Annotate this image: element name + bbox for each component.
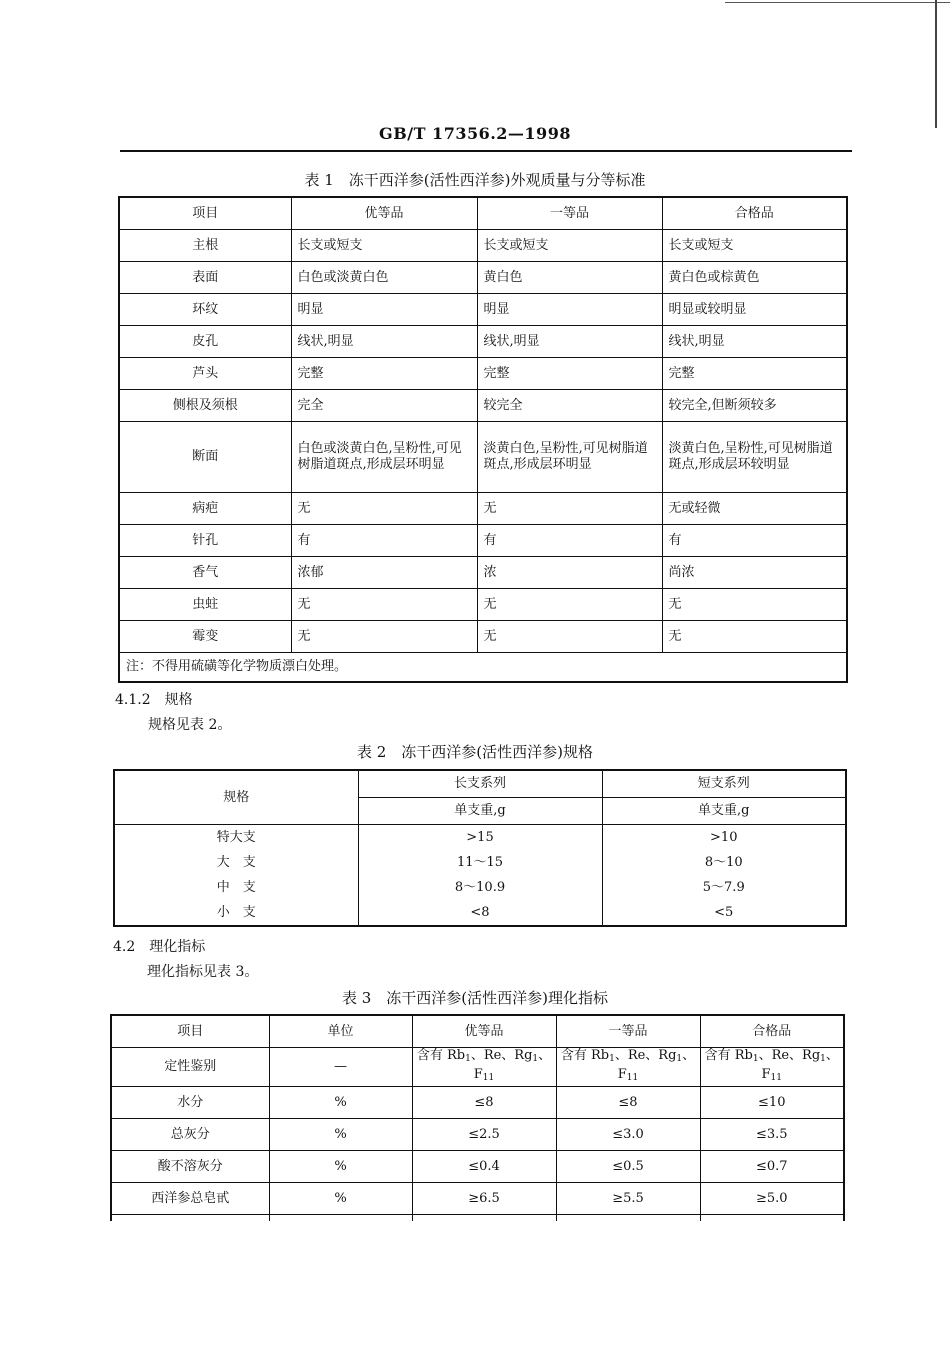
table1 [118, 196, 848, 683]
table1-cell: 浓 [477, 557, 662, 589]
ginsenoside-list: $Rb_1$、Re、$Rg_1$、$F_{11}$ [590, 1048, 696, 1083]
table2-cell: 8～10.9 [358, 875, 602, 900]
table3-header-row [111, 1015, 844, 1048]
table2-cell: <5 [602, 900, 846, 926]
table1-cell: 无 [291, 621, 477, 653]
table1-cell: 线状,明显 [291, 326, 477, 358]
table1-cell: 无 [291, 493, 477, 525]
table1-item: 霉变 [119, 621, 291, 653]
table-row [119, 525, 847, 557]
table1-cell: 完整 [477, 358, 662, 390]
table3-caption: 表 3 冻干西洋参(活性西洋参)理化指标 [341, 989, 609, 1007]
table2-cell: 11～15 [358, 850, 602, 875]
table1-cell: 线状,明显 [477, 326, 662, 358]
table1-cell: 白色或淡黄白色,呈粉性,可见树脂道斑点,形成层环明显 [291, 422, 477, 493]
ginsenoside-list: $Rb_1$、Re、$Rg_1$、$F_{11}$ [446, 1048, 552, 1083]
table-row [114, 875, 846, 900]
table3-header-cell: 一等品 [556, 1015, 700, 1048]
table3-cell: ≥6.5 [412, 1183, 556, 1215]
table-row [114, 825, 846, 851]
table2-unit-header: 单支重,g [358, 798, 602, 825]
table3-cell: ≤8 [556, 1087, 700, 1119]
table1-caption: 表 1 冻干西洋参(活性西洋参)外观质量与分等标准 [304, 171, 646, 189]
table3-cut-cell [556, 1215, 700, 1222]
table1-cell: 无 [477, 589, 662, 621]
table1-header-row [119, 197, 847, 230]
table-row [119, 422, 847, 493]
table1-cell: 尚浓 [662, 557, 847, 589]
table2-spec-header: 规格 [114, 770, 358, 825]
table1-cell: 无 [662, 621, 847, 653]
table1-cell: 淡黄白色,呈粉性,可见树脂道斑点,形成层环明显 [477, 422, 662, 493]
table3-header-cell: 项目 [111, 1015, 269, 1048]
table-row [111, 1183, 844, 1215]
table3-item: 水分 [111, 1087, 269, 1119]
table3-unit: — [269, 1048, 412, 1087]
table3-unit: % [269, 1183, 412, 1215]
qualitative-prefix: 含有 [560, 1048, 591, 1063]
table1-cell: 无或轻微 [662, 493, 847, 525]
table3-qualitative-cell [556, 1048, 700, 1087]
table3-unit: % [269, 1119, 412, 1151]
table3-item: 西洋参总皂甙 [111, 1183, 269, 1215]
table-row [119, 326, 847, 358]
table2-caption: 表 2 冻干西洋参(活性西洋参)规格 [356, 743, 594, 761]
table1-cell: 线状,明显 [662, 326, 847, 358]
table-row [119, 262, 847, 294]
table1-cell: 有 [477, 525, 662, 557]
table1-item: 芦头 [119, 358, 291, 390]
table1-note: 注：不得用硫磺等化学物质漂白处理。 [119, 653, 847, 683]
table3-header-cell: 单位 [269, 1015, 412, 1048]
table1-note-row [119, 653, 847, 683]
section-4-2-body: 理化指标见表 3。 [147, 964, 259, 980]
table1-cell: 明显或较明显 [662, 294, 847, 326]
table3-cell: ≤8 [412, 1087, 556, 1119]
table3-cell: ≤0.5 [556, 1151, 700, 1183]
table2-cell: >10 [602, 825, 846, 851]
table1-item: 虫蛀 [119, 589, 291, 621]
table1-cell: 黄白色或棕黄色 [662, 262, 847, 294]
table3-cell: ≤0.4 [412, 1151, 556, 1183]
table3-cell: ≤3.0 [556, 1119, 700, 1151]
table3-header-cell: 优等品 [412, 1015, 556, 1048]
table1-cell: 有 [662, 525, 847, 557]
table3-header-cell: 合格品 [700, 1015, 844, 1048]
table1-cell: 浓郁 [291, 557, 477, 589]
page-edge-mark [935, 0, 937, 128]
table3-cell: ≤3.5 [700, 1119, 844, 1151]
table1-cell: 淡黄白色,呈粉性,可见树脂道斑点,形成层环较明显 [662, 422, 847, 493]
table1-item: 主根 [119, 230, 291, 262]
table1-header-cell: 一等品 [477, 197, 662, 230]
table-row [119, 557, 847, 589]
table3-qualitative-row [111, 1048, 844, 1087]
table1-cell: 无 [477, 493, 662, 525]
table3-cut-cell [111, 1215, 269, 1222]
table-row [119, 230, 847, 262]
section-4-1-2-body: 规格见表 2。 [148, 717, 232, 733]
table2-grade: 中 支 [114, 875, 358, 900]
table-row [114, 850, 846, 875]
table1-cell: 较完全,但断须较多 [662, 390, 847, 422]
table3-cell: ≥5.0 [700, 1183, 844, 1215]
table1-cell: 长支或短支 [291, 230, 477, 262]
table-row [119, 390, 847, 422]
qualitative-prefix: 含有 [704, 1048, 735, 1063]
table3-cut-cell [412, 1215, 556, 1222]
table2-grade: 特大支 [114, 825, 358, 851]
table-row [119, 294, 847, 326]
table-row [111, 1151, 844, 1183]
table3-qualitative-cell [412, 1048, 556, 1087]
table1-item: 侧根及须根 [119, 390, 291, 422]
table2 [113, 769, 847, 927]
table1-cell: 明显 [477, 294, 662, 326]
table1-cell: 有 [291, 525, 477, 557]
table3-cell: ≥5.5 [556, 1183, 700, 1215]
table2-cell: 5～7.9 [602, 875, 846, 900]
table1-cell: 无 [291, 589, 477, 621]
table-row [119, 493, 847, 525]
table-row [119, 358, 847, 390]
table1-cell: 白色或淡黄白色 [291, 262, 477, 294]
table1-header-cell: 项目 [119, 197, 291, 230]
section-4-2-heading: 4.2 理化指标 [113, 939, 206, 955]
table3-item: 总灰分 [111, 1119, 269, 1151]
table-row [119, 621, 847, 653]
table1-cell: 完整 [662, 358, 847, 390]
table1-item: 断面 [119, 422, 291, 493]
table1-cell: 无 [477, 621, 662, 653]
table3-cut-cell [700, 1215, 844, 1222]
table1-item: 病疤 [119, 493, 291, 525]
table1-item: 香气 [119, 557, 291, 589]
table1-cell: 明显 [291, 294, 477, 326]
table1-header-cell: 合格品 [662, 197, 847, 230]
table2-series-header: 长支系列 [358, 770, 602, 798]
header-rule [120, 150, 852, 152]
table1-item: 表面 [119, 262, 291, 294]
section-4-1-2-heading: 4.1.2 规格 [115, 692, 193, 708]
table2-grade: 大 支 [114, 850, 358, 875]
top-rule [725, 2, 950, 3]
table3-unit: % [269, 1151, 412, 1183]
table1-header-cell: 优等品 [291, 197, 477, 230]
table1-cell: 较完全 [477, 390, 662, 422]
ginsenoside-list: $Rb_1$、Re、$Rg_1$、$F_{11}$ [734, 1048, 839, 1083]
table3-cell: ≤10 [700, 1087, 844, 1119]
table1-item: 环纹 [119, 294, 291, 326]
table1-cell: 无 [662, 589, 847, 621]
table-row [114, 900, 846, 926]
table3 [110, 1014, 845, 1221]
table-row [111, 1087, 844, 1119]
table-row [119, 589, 847, 621]
table2-cell: >15 [358, 825, 602, 851]
table1-item: 针孔 [119, 525, 291, 557]
table1-item: 皮孔 [119, 326, 291, 358]
standard-code: GB/T 17356.2—1998 [379, 124, 571, 143]
table-row [111, 1119, 844, 1151]
table1-cell: 长支或短支 [662, 230, 847, 262]
table2-cell: 8～10 [602, 850, 846, 875]
qualitative-prefix: 含有 [416, 1048, 447, 1063]
table3-cut-off-row [111, 1215, 844, 1222]
table3-cut-cell [269, 1215, 412, 1222]
table2-unit-header: 单支重,g [602, 798, 846, 825]
table1-cell: 完全 [291, 390, 477, 422]
table3-unit: % [269, 1087, 412, 1119]
table2-series-row [114, 770, 846, 798]
table2-series-header: 短支系列 [602, 770, 846, 798]
table3-qualitative-cell [700, 1048, 844, 1087]
table1-cell: 黄白色 [477, 262, 662, 294]
table3-cell: ≤2.5 [412, 1119, 556, 1151]
table3-cell: ≤0.7 [700, 1151, 844, 1183]
table2-cell: <8 [358, 900, 602, 926]
table1-cell: 长支或短支 [477, 230, 662, 262]
table2-grade: 小 支 [114, 900, 358, 926]
table1-cell: 完整 [291, 358, 477, 390]
table3-item: 酸不溶灰分 [111, 1151, 269, 1183]
table3-item: 定性鉴别 [111, 1048, 269, 1087]
